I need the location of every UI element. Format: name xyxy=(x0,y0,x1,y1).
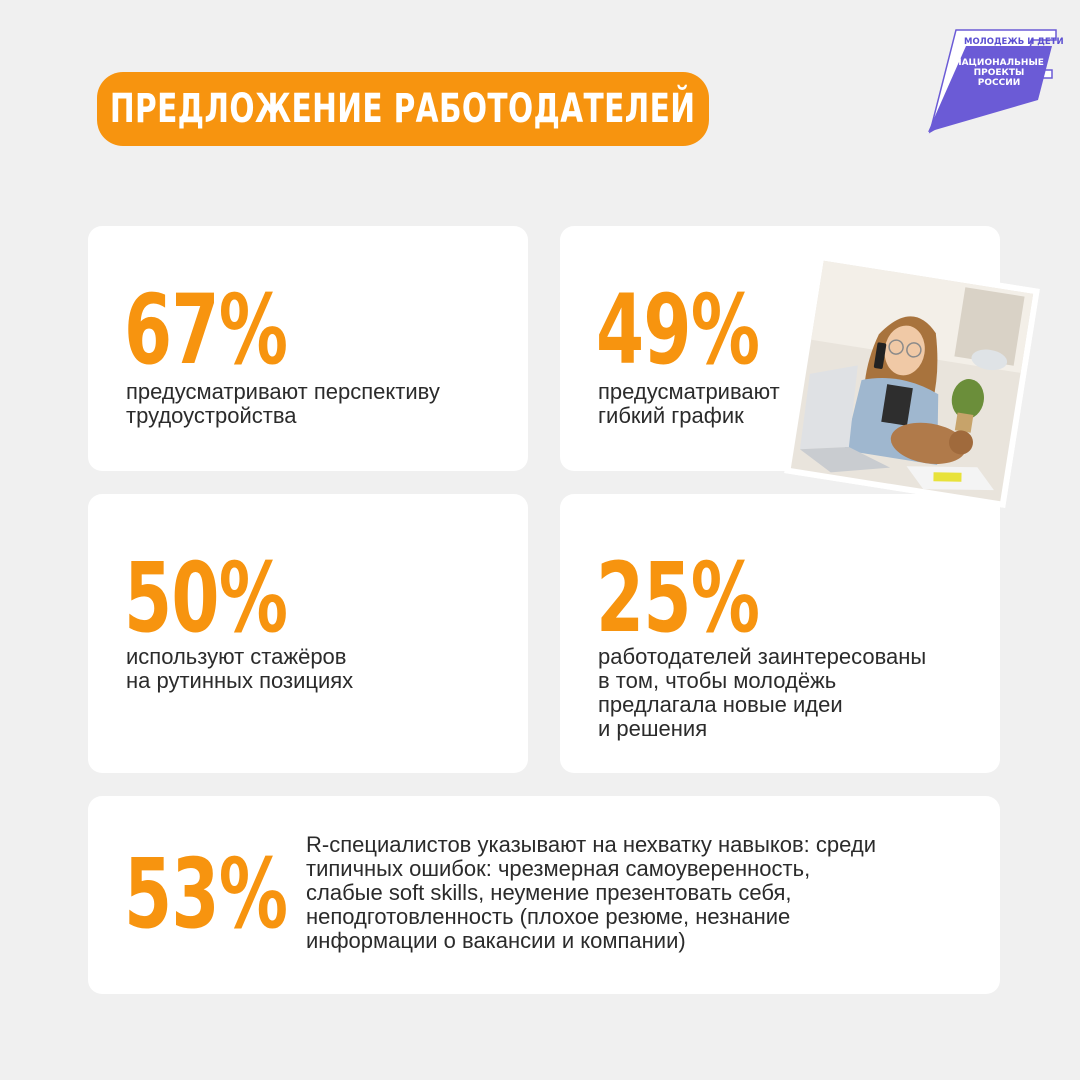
stat-card xyxy=(560,494,1000,773)
stat-description-line: используют стажёров xyxy=(126,644,347,669)
stat-description-line: информации о вакансии и компании) xyxy=(306,928,686,953)
stat-value: 25% xyxy=(596,542,760,654)
logo-line: РОССИИ xyxy=(977,78,1021,88)
stat-description-line: неподготовленность (плохое резюме, незнание xyxy=(306,904,791,929)
logo-line: ПРОЕКТЫ xyxy=(973,68,1025,78)
photo-illustration-icon xyxy=(784,254,1040,508)
stat-value: 49% xyxy=(596,274,760,386)
stat-description-line: в том, чтобы молодёжь xyxy=(598,668,837,693)
stat-description xyxy=(126,380,440,428)
stat-description xyxy=(598,380,780,428)
stat-description-line: предусматривают перспективу xyxy=(126,379,440,404)
stat-description-line: слабые soft skills, неумение презентовать себя, xyxy=(306,880,792,905)
stat-description xyxy=(126,645,353,693)
stat-description-line: работодателей заинтересованы xyxy=(598,644,927,669)
logo-line: НАЦИОНАЛЬНЫЕ xyxy=(954,58,1044,68)
stat-card-wide xyxy=(88,796,1000,994)
stat-card xyxy=(88,494,528,773)
stat-card xyxy=(88,226,528,471)
stat-description-line: предлагала новые идеи xyxy=(598,692,843,717)
stat-description-line: R-специалистов указывают на нехватку навыков: среди xyxy=(306,832,877,857)
stat-value: 67% xyxy=(124,274,288,386)
national-projects-logo xyxy=(926,28,1064,134)
title-banner xyxy=(97,72,709,146)
page-title: ПРЕДЛОЖЕНИЕ РАБОТОДАТЕЛЕЙ xyxy=(110,86,696,132)
stat-description-line: трудоустройства xyxy=(126,403,297,428)
stat-description-line: предусматривают xyxy=(598,379,780,404)
stat-description-line: типичных ошибок: чрезмерная самоуверенность, xyxy=(306,856,811,881)
logo-top-text: МОЛОДЕЖЬ И ДЕТИ xyxy=(964,37,1064,47)
stat-description-line: и решения xyxy=(598,716,708,741)
stat-description xyxy=(598,645,926,741)
stat-description-line: на рутинных позициях xyxy=(126,668,354,693)
woman-with-phone-photo xyxy=(784,254,1040,508)
stat-value: 50% xyxy=(124,542,288,654)
stat-description-line: гибкий график xyxy=(598,403,744,428)
stat-description xyxy=(306,833,876,953)
stat-value: 53% xyxy=(124,838,288,950)
